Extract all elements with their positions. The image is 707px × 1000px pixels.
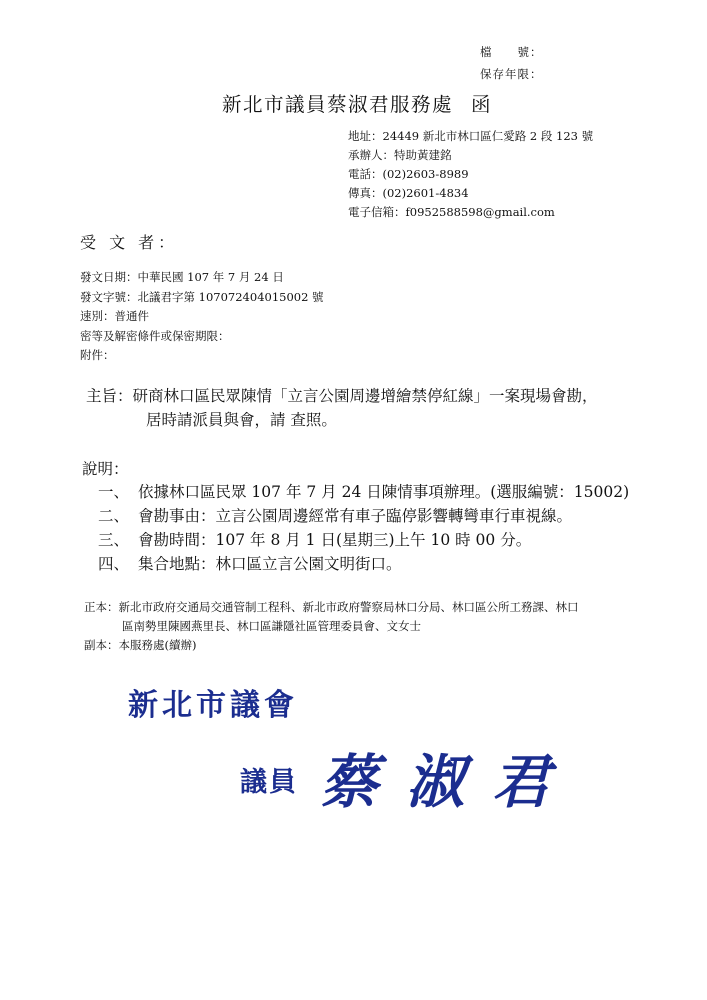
item-text: 依據林口區民眾 107 年 7 月 24 日陳情事項辦理。(選服編號：15002) [138, 483, 630, 501]
distribution-section [84, 598, 579, 655]
copy-recipients: 副本：本服務處(續辦) [84, 638, 197, 652]
description-label: 說明： [82, 460, 129, 478]
item-number: 二、 [98, 507, 130, 525]
list-item [98, 504, 629, 528]
document-title [222, 89, 492, 117]
item-text: 集合地點：林口區立言公園文明街口。 [138, 555, 402, 573]
original-recipients-line-1: 正本：新北市政府交通局交通管制工程科、新北市政府警察局林口分局、林口區公所工務課、林口 [84, 600, 579, 614]
title-doc-type: 函 [471, 93, 493, 116]
sender-address: 地址：24449 新北市林口區仁愛路 2 段 123 號 [348, 129, 594, 143]
file-number-label: 檔 號： [480, 45, 543, 59]
list-item [98, 552, 629, 576]
list-item [98, 528, 629, 552]
list-item [98, 480, 629, 504]
sender-handler: 承辦人：特助黃建銘 [348, 148, 452, 162]
sender-email: 電子信箱：f0952588598@gmail.com [348, 205, 555, 219]
item-text: 會勘事由：立言公園周邊經常有車子臨停影響轉彎車行車視線。 [138, 507, 573, 525]
sender-info [348, 127, 593, 222]
attachment-label: 附件： [80, 348, 115, 362]
subject-section [86, 384, 598, 432]
issue-date: 發文日期：中華民國 107 年 7 月 24 日 [80, 270, 284, 284]
title-org: 新北市議員蔡淑君服務處 [222, 93, 454, 116]
item-number: 一、 [98, 483, 130, 501]
subject-line-1: 主旨：研商林口區民眾陳情「立言公園周邊增繪禁停紅線」一案現場會勘， [86, 387, 598, 405]
document-meta [80, 268, 324, 366]
seal-organization: 新北市議會 [128, 688, 298, 723]
retention-label: 保存年限： [480, 67, 543, 81]
item-number: 四、 [98, 555, 130, 573]
description-list [98, 480, 629, 576]
sender-fax: 傳真：(02)2601-4834 [348, 186, 469, 200]
recipient-label: 受 文 者： [80, 233, 179, 252]
item-text: 會勘時間：107 年 8 月 1 日(星期三)上午 10 時 00 分。 [138, 531, 532, 549]
reference-number: 發文字號：北議君字第 107072404015002 號 [80, 289, 324, 304]
subject-line-2: 居時請派員與會，請 查照。 [146, 411, 337, 429]
secrecy-level: 密等及解密條件或保密期限： [80, 328, 230, 343]
seal-title: 議員 [240, 767, 298, 798]
delivery-speed: 速別：普通件 [80, 309, 149, 323]
item-number: 三、 [98, 531, 130, 549]
original-recipients-line-2: 區南勢里陳國燕里長、林口區謙隱社區管理委員會、文女士 [122, 619, 421, 633]
seal-signature-name: 蔡淑君 [320, 748, 579, 816]
sender-phone: 電話：(02)2603-8989 [348, 167, 469, 181]
